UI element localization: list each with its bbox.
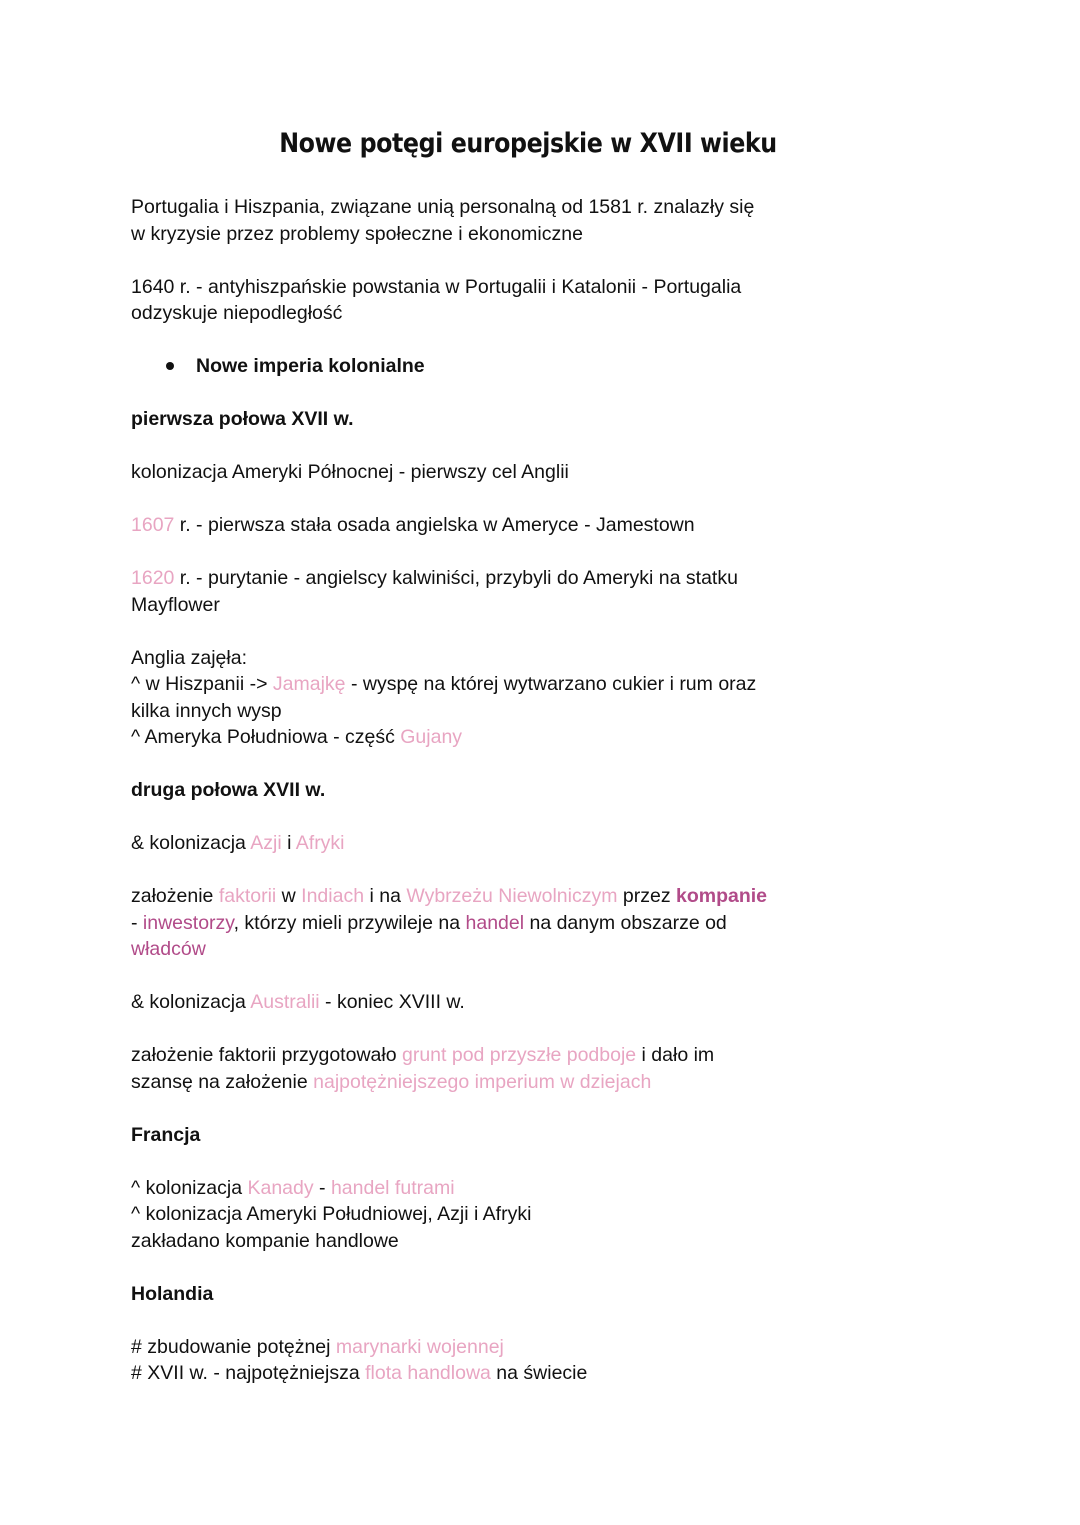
australia-suffix: - koniec XVIII w. [319, 991, 465, 1013]
intro-paragraph [131, 194, 831, 247]
bullet-dot-icon [166, 362, 174, 370]
australia-prefix: & kolonizacja [131, 991, 251, 1013]
australia-line [131, 989, 831, 1016]
factories-text-3: i na [364, 885, 407, 907]
holland-paragraph [131, 1334, 831, 1387]
north-america-colonization: kolonizacja Ameryki Północnej - pierwszy cel Anglii [131, 461, 569, 483]
first-half-heading: pierwsza połowa XVII w. [131, 408, 354, 430]
indie-highlight: Indiach [301, 885, 365, 907]
holland-l2-suffix: na świecie [490, 1362, 588, 1384]
factories-text-1: założenie [131, 885, 219, 907]
australia-highlight: Australii [250, 991, 320, 1013]
kompanie-highlight: kompanie [676, 885, 768, 907]
wladcow-highlight: władców [131, 938, 206, 960]
france-paragraph [131, 1175, 831, 1255]
inwestorzy-highlight: inwestorzy [142, 911, 234, 934]
puritans-year: 1620 [131, 567, 175, 589]
puritans-paragraph [131, 565, 831, 618]
factories-text-6: , którzy mieli przywileje na [233, 911, 466, 934]
factories-text-5: - [131, 911, 143, 934]
fur-trade-highlight: handel futrami [330, 1176, 455, 1199]
jamaica-highlight: Jamajkę [272, 673, 346, 695]
factories-text-2: w [276, 885, 302, 907]
jamestown-year: 1607 [131, 514, 175, 536]
asia-highlight: Azji [250, 832, 282, 854]
france-line-3: zakładano kompanie handlowe [131, 1229, 399, 1252]
jamestown-text: r. - pierwsza stała osada angielska w Ameryce - Jamestown [174, 514, 695, 536]
groundwork-text-2: i dało im [636, 1044, 715, 1066]
spain-prefix: ^ w Hiszpanii -> [131, 673, 273, 695]
uprising-line-2: odzyskuje niepodległość [131, 302, 343, 324]
groundwork-paragraph [131, 1042, 831, 1095]
asia-prefix: & kolonizacja [131, 832, 251, 854]
uprising-paragraph [131, 274, 831, 327]
france-line-2: ^ kolonizacja Ameryki Południowej, Azji i Afryki [131, 1203, 532, 1225]
jamestown-line [131, 512, 831, 539]
navy-highlight: marynarki wojennej [335, 1335, 504, 1358]
asia-mid: i [281, 832, 296, 854]
asia-africa-line [131, 830, 831, 857]
groundwork-text-3: szansę na założenie [131, 1070, 314, 1093]
faktorii-highlight: faktorii [218, 885, 277, 907]
document-body [131, 194, 831, 1413]
bullet-item-colonial-empires [131, 353, 831, 380]
factories-text-7: na danym obszarze od [524, 911, 727, 934]
spain-suffix: - wyspę na której wytwarzano cukier i rum oraz [345, 673, 757, 695]
uprising-line-1: 1640 r. - antyhiszpańskie powstania w Portugalii i Katalonii - Portugalia [131, 275, 742, 298]
england-took-paragraph [131, 645, 831, 751]
france-l1-prefix: ^ kolonizacja [131, 1176, 248, 1199]
holland-l2-prefix: # XVII w. - najpotężniejsza [131, 1362, 366, 1384]
england-took-label: Anglia zajęła: [131, 646, 247, 669]
south-america-prefix: ^ Ameryka Południowa - część [131, 726, 401, 748]
guiana-highlight: Gujany [400, 726, 463, 748]
trade-fleet-highlight: flota handlowa [365, 1362, 491, 1384]
intro-line-1: Portugalia i Hiszpania, związane unią personalną od 1581 r. znalazły się [131, 196, 755, 218]
slave-coast-highlight: Wybrzeżu Niewolniczym [406, 885, 618, 907]
grunt-highlight: grunt pod przyszłe podboje [401, 1044, 637, 1066]
bullet-heading: Nowe imperia kolonialne [196, 355, 425, 377]
france-heading: Francja [131, 1123, 201, 1146]
imperium-highlight: najpotężniejszego imperium w dziejach [313, 1070, 652, 1093]
spain-line-2: kilka innych wysp [131, 699, 282, 722]
holland-l1-prefix: # zbudowanie potężnej [131, 1335, 336, 1358]
factories-paragraph [131, 883, 831, 963]
puritans-line-2: Mayflower [131, 593, 220, 616]
handel-highlight: handel [465, 911, 525, 934]
factories-text-4: przez [617, 885, 676, 907]
intro-line-2: w kryzysie przez problemy społeczne i ekonomiczne [131, 222, 583, 245]
page-title: Nowe potęgi europejskie w XVII wieku [279, 128, 777, 159]
africa-highlight: Afryki [295, 832, 345, 854]
holland-heading: Holandia [131, 1282, 214, 1305]
second-half-heading: druga połowa XVII w. [131, 779, 326, 801]
kanada-highlight: Kanady [247, 1176, 314, 1199]
puritans-text: r. - purytanie - angielscy kalwiniści, przybyli do Ameryki na statku [174, 567, 738, 589]
groundwork-text-1: założenie faktorii przygotowało [131, 1044, 402, 1066]
france-l1-mid: - [313, 1176, 331, 1199]
